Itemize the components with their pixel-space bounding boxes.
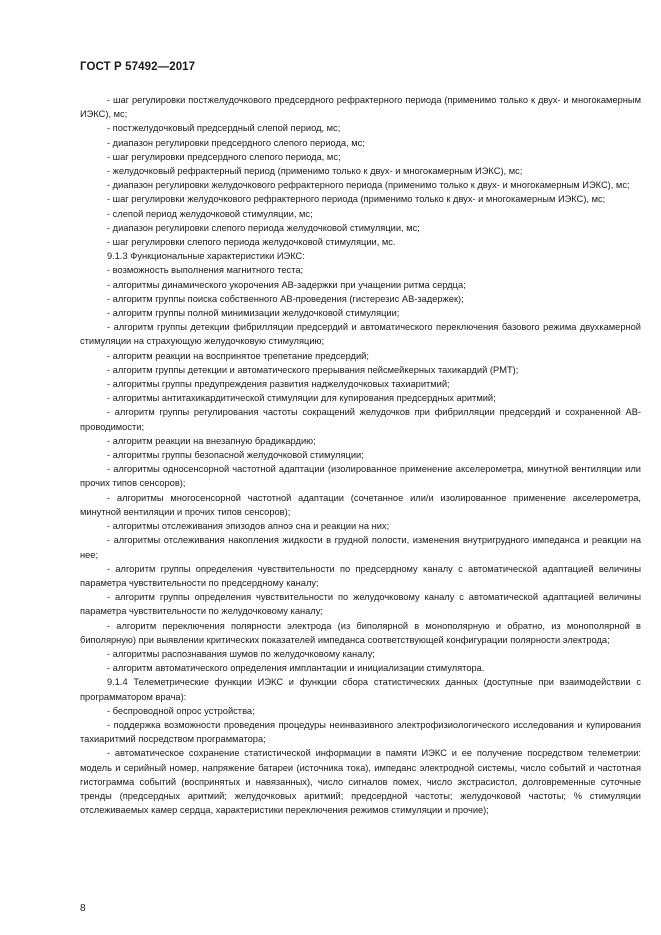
paragraph: - автоматическое сохранение статистической информации в памяти ИЭКС и ее получение посредством телеметрии: модель и серийный номер, напряжение батареи (источника тока), импеданс электродной системы, число событий и частотная гистограмма событий (воспринятых и навязанных), число сигналов помех, число экстрасистол, долговременные суточные тренды (предсердных аритмий; желудочковых аритмий; предсердной частоты; желудочковой частоты; % стимуляции отслеживаемых камер сердца, характеристики переключения режимов стимуляции и прочие);: [80, 748, 641, 816]
paragraph: - шаг регулировки слепого периода желудочковой стимуляции, мс.: [107, 237, 396, 248]
paragraph: - алгоритм реакции на внезапную брадикардию;: [107, 435, 316, 446]
paragraph: - алгоритмы группы безопасной желудочковой стимуляции;: [107, 450, 364, 461]
paragraph: - алгоритмы динамического укорочения АВ-задержки при учащении ритма сердца;: [107, 279, 466, 290]
paragraph: - диапазон регулировки предсердного слепого периода, мс;: [107, 137, 365, 148]
paragraph: - диапазон регулировки желудочкового рефрактерного периода (применимо только к двух- и многокамерным ИЭКС), мс;: [107, 180, 630, 191]
paragraph: - алгоритм реакции на воспринятое трепетание предсердий;: [107, 350, 369, 361]
paragraph: - алгоритмы распознавания шумов по желудочковому каналу;: [107, 648, 375, 659]
paragraph: - алгоритмы отслеживания накопления жидкости в грудной полости, изменения внутригрудного импеданса и реакции на нее;: [80, 535, 641, 560]
document-body: [80, 93, 641, 817]
paragraph: - шаг регулировки предсердного слепого периода, мс;: [107, 151, 341, 162]
paragraph: - возможность выполнения магнитного теста;: [107, 265, 304, 276]
paragraph: - слепой период желудочковой стимуляции, мс;: [107, 208, 313, 219]
paragraph: - алгоритм группы поиска собственного АВ-проведения (гистерезис АВ-задержек);: [107, 293, 464, 304]
paragraph: - алгоритмы антитахикардитической стимуляции для купирования предсердных аритмий;: [107, 393, 496, 404]
paragraph: - алгоритм группы регулирования частоты сокращений желудочков при фибрилляции предсердий и сохраненной АВ-проводимости;: [80, 407, 641, 432]
paragraph: - алгоритм переключения полярности электрода (из биполярной в монополярную и обратно, из монополярной в биполярную) при выявлении критических показателей импеданса соответствующей конфигурации полярности электрода;: [80, 620, 641, 645]
paragraph: - алгоритм группы детекции фибрилляции предсердий и автоматического переключения базового режима двухкамерной стимуляции на страхующую желудочковую стимуляцию;: [80, 322, 641, 347]
paragraph: - поддержка возможности проведения процедуры неинвазивного электрофизиологического исследования и купирования тахиаритмий посредством программатора;: [80, 719, 641, 745]
paragraph: - алгоритм автоматического определения имплантации и инициализации стимулятора.: [107, 663, 485, 674]
paragraph: - шаг регулировки желудочкового рефрактерного периода (применимо только к двух- и многокамерным ИЭКС), мс;: [107, 194, 606, 205]
section-heading: 9.1.4 Телеметрические функции ИЭКС и функции сбора статистических данных (доступные при взаимодействии с программатором врача):: [80, 677, 641, 702]
page-header: ГОСТ Р 57492—2017: [80, 61, 196, 73]
page-number: 8: [80, 903, 86, 914]
paragraph: - постжелудочковый предсердный слепой период, мс;: [107, 123, 341, 134]
paragraph: - алгоритм группы детекции и автоматического прерывания пейсмейкерных тахикардий (PMT);: [107, 364, 519, 375]
paragraph: - алгоритм группы определения чувствительности по предсердному каналу с автоматической адаптацией величины параметра чувствительности по предсердному каналу;: [80, 563, 641, 588]
paragraph: - беспроводной опрос устройства;: [107, 705, 255, 716]
paragraph: - алгоритмы односенсорной частотной адаптации (изолированное применение акселерометра, минутной вентиляции или прочих типов сенсоров);: [80, 464, 641, 489]
paragraph: - алгоритмы отслеживания эпизодов апноэ сна и реакции на них;: [107, 521, 390, 532]
paragraph: - алгоритмы многосенсорной частотной адаптации (сочетанное или/и изолированное применение акселерометра, минутной вентиляции и прочих типов сенсоров);: [80, 492, 641, 517]
paragraph: - шаг регулировки постжелудочкового предсердного рефрактерного периода (применимо только к двух- и многокамерным ИЭКС), мс;: [80, 95, 641, 120]
paragraph: - алгоритм группы определения чувствительности по желудочковому каналу с автоматической адаптацией величины параметра чувствительности по желудочковому каналу;: [80, 592, 641, 617]
paragraph: - желудочковый рефрактерный период (применимо только к двух- и многокамерным ИЭКС), мс;: [107, 166, 523, 177]
paragraph: - алгоритм группы полной минимизации желудочковой стимуляции;: [107, 308, 400, 319]
section-heading: 9.1.3 Функциональные характеристики ИЭКС:: [107, 251, 305, 262]
paragraph: - диапазон регулировки слепого периода желудочковой стимуляции, мс;: [107, 222, 420, 233]
paragraph: - алгоритмы группы предупреждения развития наджелудочковых тахиаритмий;: [107, 379, 450, 390]
